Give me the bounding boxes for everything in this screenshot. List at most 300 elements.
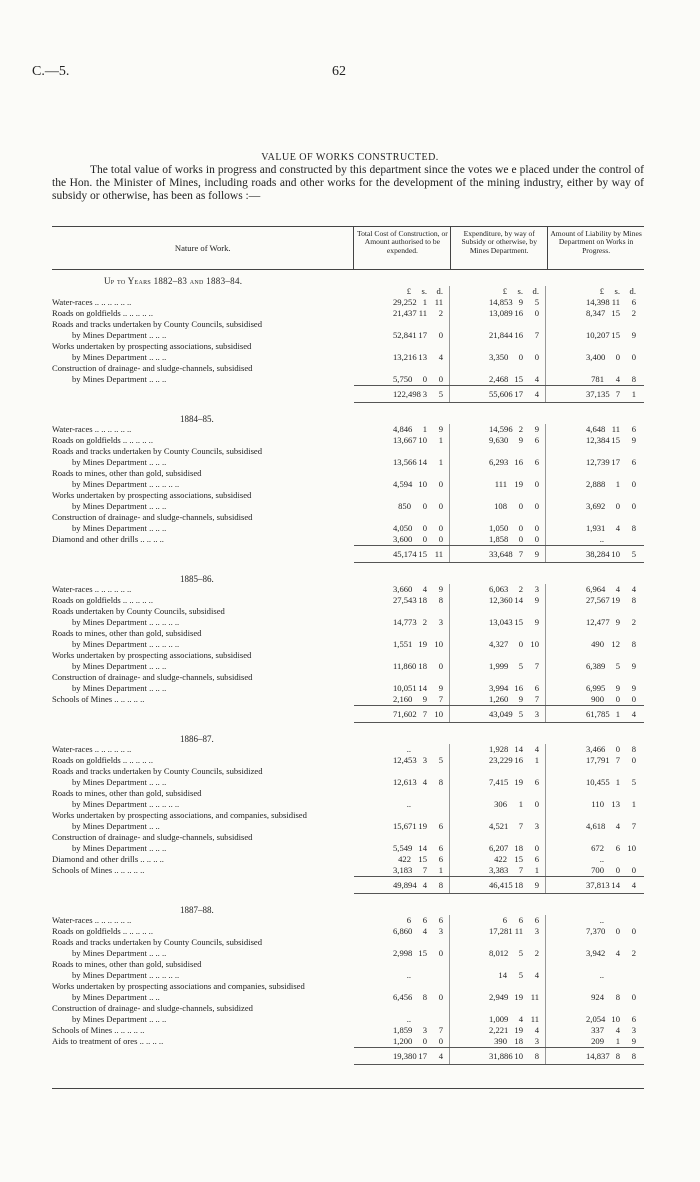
expenditure-cell <box>450 832 546 854</box>
shillings-value: 10 <box>611 1014 620 1024</box>
liability-total <box>546 1048 642 1064</box>
pounds-value: 23,229 <box>489 755 513 765</box>
pence-value: 0 <box>631 865 636 875</box>
shillings-value: 15 <box>611 435 620 445</box>
work-name-line: Roads and tracks undertaken by County Councils, subsidised <box>52 319 263 329</box>
liability-cell <box>546 694 642 705</box>
pounds-value: 4,594 <box>393 479 413 489</box>
work-name-line: Roads to mines, other than gold, subsidised <box>52 628 202 638</box>
shillings-value: 1 <box>518 799 523 809</box>
expenditure-cell <box>450 915 546 926</box>
pounds-value: 12,613 <box>393 777 417 787</box>
pounds-value: 29,252 <box>393 297 417 307</box>
work-name <box>52 650 354 672</box>
shillings-value: 9 <box>615 683 620 693</box>
shillings-value: 17 <box>418 330 427 340</box>
pounds-value: 45,174 <box>393 549 417 559</box>
work-name-line: by Mines Department .. .. .. .. .. <box>72 479 180 489</box>
total-cost-cell <box>354 319 450 341</box>
shillings-value: 5 <box>518 948 523 958</box>
expenditure-total <box>450 706 546 722</box>
work-name <box>52 341 354 363</box>
liability-cell <box>546 446 642 468</box>
pounds-value: 6,207 <box>489 843 509 853</box>
shillings-value: 1 <box>422 424 427 434</box>
pence-value: 8 <box>438 595 443 605</box>
pence-value: 0 <box>438 374 443 384</box>
work-name <box>52 766 354 788</box>
pence-value: 7 <box>438 1025 443 1035</box>
shillings-value: 19 <box>418 639 427 649</box>
expenditure-cell <box>450 755 546 766</box>
liability-cell <box>546 584 642 595</box>
shillings-value: 4 <box>615 584 620 594</box>
pence-value <box>620 915 636 926</box>
shillings-value: 5 <box>518 970 523 980</box>
pence-value: 0 <box>438 479 443 489</box>
pence-value: 6 <box>631 457 636 467</box>
work-name-line: Roads and tracks undertaken by County Councils, subsidised <box>52 446 263 456</box>
pence-value: 11 <box>530 992 539 1002</box>
page-number: 62 <box>332 64 346 79</box>
work-name-line: Roads to mines, other than gold, subsidised <box>52 468 202 478</box>
liability-cell <box>546 490 642 512</box>
pounds-value: .. <box>406 744 411 754</box>
expenditure-cell <box>450 308 546 319</box>
shillings-value: 1 <box>422 297 427 307</box>
pounds-value: 14,853 <box>489 297 513 307</box>
work-name-line: Roads and tracks undertaken by County Councils, subsidised <box>52 937 263 947</box>
pounds-value: 6,964 <box>586 584 606 594</box>
liability-cell <box>546 1003 642 1025</box>
work-name <box>52 1003 354 1025</box>
total-cost-cell <box>354 854 450 865</box>
total-cost-cell <box>354 534 450 545</box>
shillings-value: s. <box>614 286 620 296</box>
pounds-value: 13,566 <box>393 457 417 467</box>
total-cost-cell <box>354 1025 450 1036</box>
currency-units <box>546 286 642 297</box>
pence-value: 10 <box>627 843 636 853</box>
liability-cell <box>546 650 642 672</box>
pence-value: 11 <box>434 297 443 307</box>
pounds-value: 306 <box>494 799 507 809</box>
total-cost-cell <box>354 788 450 810</box>
expenditure-cell <box>450 490 546 512</box>
work-name-line: by Mines Department .. .. .. <box>72 330 167 340</box>
liability-cell <box>546 926 642 937</box>
shillings-value: 19 <box>514 479 523 489</box>
pounds-value: .. <box>406 970 411 980</box>
pounds-value: 12,453 <box>393 755 417 765</box>
section-heading: Up to Years 1882–83 and 1883–84. <box>104 276 243 286</box>
work-name-line: by Mines Department .. .. .. .. .. <box>72 617 180 627</box>
work-name-line: Construction of drainage- and sludge-channels, subsidized <box>52 1003 253 1013</box>
work-name: Aids to treatment of ores .. .. .. .. <box>52 1036 164 1046</box>
expenditure-cell <box>450 650 546 672</box>
pounds-value: 6 <box>502 915 507 925</box>
table-row <box>52 606 644 628</box>
liability-cell <box>546 810 642 832</box>
table-row <box>52 865 644 876</box>
pounds-value: .. <box>406 1014 411 1024</box>
pence-value: 4 <box>534 389 539 399</box>
pence-value: 8 <box>534 1051 539 1061</box>
pounds-value: 38,284 <box>586 549 610 559</box>
work-name <box>52 490 354 512</box>
pounds-value: 33,648 <box>489 549 513 559</box>
pounds-value: 14,398 <box>586 297 610 307</box>
pounds-value: 4,618 <box>586 821 606 831</box>
pounds-value: 17,791 <box>586 755 610 765</box>
pence-value: 6 <box>438 821 443 831</box>
pounds-value: 14,837 <box>586 1051 610 1061</box>
pence-value: 6 <box>438 843 443 853</box>
pence-value: 0 <box>438 661 443 671</box>
pence-value <box>620 534 636 545</box>
pence-value: 8 <box>631 595 636 605</box>
pence-value: 0 <box>534 501 539 511</box>
pounds-value: 209 <box>591 1036 604 1046</box>
pence-value: 9 <box>631 683 636 693</box>
pence-value: 9 <box>631 330 636 340</box>
expenditure-cell <box>450 1003 546 1025</box>
work-name: Roads on goldfields .. .. .. .. .. <box>52 595 153 605</box>
expenditure-cell <box>450 1036 546 1047</box>
total-cost-cell <box>354 694 450 705</box>
pounds-value: 2,054 <box>586 1014 606 1024</box>
work-name <box>52 810 354 832</box>
shillings-value: 0 <box>422 374 427 384</box>
expenditure-cell <box>450 297 546 308</box>
total-cost-cell <box>354 628 450 650</box>
shillings-value: 9 <box>518 435 523 445</box>
pounds-value: 900 <box>591 694 604 704</box>
pounds-value: 3,350 <box>489 352 509 362</box>
pounds-value: 108 <box>494 501 507 511</box>
total-cost-cell <box>354 766 450 788</box>
shillings-value: 8 <box>615 992 620 1002</box>
shillings-value: 15 <box>514 374 523 384</box>
pence-value: 5 <box>438 755 443 765</box>
pence-value: 0 <box>631 501 636 511</box>
shillings-value: 15 <box>418 948 427 958</box>
work-name-line: by Mines Department .. .. .. <box>72 683 167 693</box>
table-row <box>52 810 644 832</box>
shillings-value: 1 <box>615 709 620 719</box>
pounds-value: 13,043 <box>489 617 513 627</box>
liability-cell <box>546 1025 642 1036</box>
total-cost-cell <box>354 446 450 468</box>
total-cost-cell <box>354 926 450 937</box>
pounds-value: 3,692 <box>586 501 606 511</box>
liability-cell <box>546 512 642 534</box>
work-name-line: Works undertaken by prospecting associations, and companies, subsidised <box>52 810 307 820</box>
pence-value: 4 <box>534 744 539 754</box>
pence-value: 5 <box>631 549 636 559</box>
pence-value: 0 <box>534 308 539 318</box>
shillings-value: 0 <box>518 639 523 649</box>
shillings-value: 7 <box>518 549 523 559</box>
pence-value: 1 <box>631 389 636 399</box>
expenditure-cell <box>450 1025 546 1036</box>
expenditure-cell <box>450 981 546 1003</box>
shillings-value: 9 <box>518 694 523 704</box>
pence-value <box>427 744 443 755</box>
table-row <box>52 534 644 545</box>
total-cost-cell <box>354 424 450 435</box>
expenditure-total <box>450 1048 546 1064</box>
shillings-value: 8 <box>615 1051 620 1061</box>
shillings-value: 15 <box>611 330 620 340</box>
pounds-value: 27,567 <box>586 595 610 605</box>
total-cost-total <box>354 386 450 402</box>
pence-value: 0 <box>534 479 539 489</box>
pence-value: d. <box>629 286 636 296</box>
pence-value: 1 <box>631 799 636 809</box>
expenditure-cell <box>450 606 546 628</box>
pounds-value: 672 <box>591 843 604 853</box>
shillings-value: 7 <box>615 389 620 399</box>
pounds-value: 13,667 <box>393 435 417 445</box>
shillings-value: 0 <box>422 501 427 511</box>
pounds-value: 700 <box>591 865 604 875</box>
expenditure-cell <box>450 788 546 810</box>
pence-value: d. <box>436 286 443 296</box>
total-cost-cell <box>354 672 450 694</box>
shillings-value: 5 <box>615 661 620 671</box>
pence-value: 6 <box>438 854 443 864</box>
shillings-value: 14 <box>418 457 427 467</box>
pounds-value: 6,456 <box>393 992 413 1002</box>
work-name <box>52 937 354 959</box>
pence-value: 1 <box>438 457 443 467</box>
pence-value: 5 <box>631 777 636 787</box>
pence-value: 9 <box>534 549 539 559</box>
shillings-value: 7 <box>422 865 427 875</box>
table-row <box>52 584 644 595</box>
shillings-value: 16 <box>514 755 523 765</box>
table-row <box>52 308 644 319</box>
shillings-value: 15 <box>418 854 427 864</box>
work-name-line: by Mines Department .. .. .. <box>72 501 167 511</box>
shillings-value: 19 <box>418 821 427 831</box>
column-header-liability: Amount of Liability by Mines Department on Works in Progress. <box>550 229 642 255</box>
liability-cell <box>546 832 642 854</box>
pence-value: 3 <box>631 1025 636 1035</box>
expenditure-cell <box>450 766 546 788</box>
section-total-row <box>354 705 644 722</box>
shillings-value: 18 <box>418 661 427 671</box>
shillings-value: s. <box>421 286 427 296</box>
table-row <box>52 446 644 468</box>
total-cost-cell <box>354 865 450 876</box>
pence-value: 8 <box>631 639 636 649</box>
pence-value: 11 <box>434 549 443 559</box>
total-cost-cell <box>354 584 450 595</box>
shillings-value <box>604 534 620 545</box>
pence-value: 4 <box>631 709 636 719</box>
liability-cell <box>546 468 642 490</box>
shillings-value: 1 <box>615 777 620 787</box>
expenditure-cell <box>450 512 546 534</box>
total-cost-cell <box>354 512 450 534</box>
pounds-value: 4,846 <box>393 424 413 434</box>
pence-value: 0 <box>534 352 539 362</box>
expenditure-cell <box>450 424 546 435</box>
pence-value: 2 <box>534 948 539 958</box>
pence-value: 3 <box>534 821 539 831</box>
section-separator <box>354 1064 644 1070</box>
work-name <box>52 981 354 1003</box>
pounds-value: 14,596 <box>489 424 513 434</box>
shillings-value: 4 <box>615 1025 620 1035</box>
total-cost-cell <box>354 363 450 385</box>
table-row <box>52 1003 644 1025</box>
shillings-value: 0 <box>615 865 620 875</box>
pounds-value: 2,888 <box>586 479 606 489</box>
pounds-value: 71,602 <box>393 709 417 719</box>
shillings-value: 10 <box>418 435 427 445</box>
shillings-value: 0 <box>615 926 620 936</box>
pounds-value: 924 <box>591 992 604 1002</box>
pence-value: 2 <box>631 308 636 318</box>
table-row <box>52 628 644 650</box>
total-cost-cell <box>354 981 450 1003</box>
expenditure-total <box>450 386 546 402</box>
pounds-value: 27,543 <box>393 595 417 605</box>
liability-cell <box>546 363 642 385</box>
work-name: Roads on goldfields .. .. .. .. .. <box>52 755 153 765</box>
expenditure-cell <box>450 446 546 468</box>
pence-value: 2 <box>631 617 636 627</box>
pence-value: 0 <box>534 799 539 809</box>
work-name-line: by Mines Department .. .. .. <box>72 843 167 853</box>
pounds-value: 3,660 <box>393 584 413 594</box>
pence-value: 9 <box>534 595 539 605</box>
shillings-value: 4 <box>422 926 427 936</box>
pence-value: 6 <box>534 683 539 693</box>
pounds-value: £ <box>406 286 411 296</box>
pounds-value: 61,785 <box>586 709 610 719</box>
liability-cell <box>546 308 642 319</box>
shillings-value <box>411 744 427 755</box>
shillings-value: 2 <box>422 617 427 627</box>
total-cost-cell <box>354 606 450 628</box>
pence-value: 3 <box>438 926 443 936</box>
work-name <box>52 832 354 854</box>
shillings-value: 5 <box>518 709 523 719</box>
shillings-value <box>604 854 620 865</box>
pounds-value: 4,327 <box>489 639 509 649</box>
liability-cell <box>546 755 642 766</box>
pounds-value: 6,293 <box>489 457 509 467</box>
work-name <box>52 672 354 694</box>
liability-total <box>546 546 642 562</box>
pence-value: 6 <box>534 915 539 925</box>
pence-value: 4 <box>534 1025 539 1035</box>
shillings-value: 7 <box>518 865 523 875</box>
shillings-value: 18 <box>514 880 523 890</box>
expenditure-cell <box>450 435 546 446</box>
work-name-line: by Mines Department .. .. .. <box>72 523 167 533</box>
liability-cell <box>546 424 642 435</box>
liability-cell <box>546 628 642 650</box>
expenditure-total <box>450 877 546 893</box>
shillings-value: 1 <box>615 479 620 489</box>
pounds-value: 21,437 <box>393 308 417 318</box>
pence-value: 0 <box>438 534 443 544</box>
pence-value: 0 <box>631 352 636 362</box>
shillings-value: 0 <box>615 694 620 704</box>
pounds-value: 8,347 <box>586 308 606 318</box>
shillings-value: 7 <box>518 821 523 831</box>
pounds-value: 11,860 <box>393 661 417 671</box>
pence-value: 1 <box>438 435 443 445</box>
work-name: Water-races .. .. .. .. .. .. <box>52 424 132 434</box>
pounds-value: 337 <box>591 1025 604 1035</box>
shillings-value: 12 <box>611 639 620 649</box>
pounds-value: 3,994 <box>489 683 509 693</box>
intro-paragraph <box>52 164 644 203</box>
liability-cell <box>546 937 642 959</box>
table-row <box>52 650 644 672</box>
liability-cell <box>546 981 642 1003</box>
pounds-value: 5,549 <box>393 843 413 853</box>
pence-value: 9 <box>534 880 539 890</box>
liability-cell <box>546 854 642 865</box>
pounds-value: 1,931 <box>586 523 606 533</box>
work-name <box>52 788 354 810</box>
pence-value: 0 <box>438 992 443 1002</box>
pounds-value: 1,260 <box>489 694 509 704</box>
pence-value: 2 <box>631 948 636 958</box>
table-row <box>52 512 644 534</box>
liability-cell <box>546 744 642 755</box>
pounds-value: 1,050 <box>489 523 509 533</box>
expenditure-cell <box>450 319 546 341</box>
pence-value: 4 <box>438 352 443 362</box>
work-name: Diamond and other drills .. .. .. .. <box>52 854 164 864</box>
shillings-value: 0 <box>518 534 523 544</box>
shillings-value: 0 <box>615 501 620 511</box>
pounds-value: .. <box>599 854 604 864</box>
shillings-value: 0 <box>422 1036 427 1046</box>
shillings-value: 4 <box>615 374 620 384</box>
section-heading: 1887–88. <box>180 905 214 915</box>
shillings-value: 2 <box>518 584 523 594</box>
total-cost-cell <box>354 744 450 755</box>
shillings-value: 11 <box>418 308 427 318</box>
column-header-expenditure: Expenditure, by way of Subsidy or otherwise, by Mines Department. <box>451 227 548 269</box>
expenditure-cell <box>450 584 546 595</box>
pounds-value: 2,468 <box>489 374 509 384</box>
shillings-value: 1 <box>615 1036 620 1046</box>
pence-value: 9 <box>438 584 443 594</box>
pounds-value: .. <box>599 534 604 544</box>
total-cost-cell <box>354 435 450 446</box>
liability-cell <box>546 534 642 545</box>
work-name: Water-races .. .. .. .. .. .. <box>52 744 132 754</box>
pounds-value: 4,050 <box>393 523 413 533</box>
pence-value: 1 <box>438 865 443 875</box>
pence-value: d. <box>532 286 539 296</box>
shillings-value: 11 <box>611 424 620 434</box>
table-row <box>52 915 644 926</box>
pounds-value: 2,998 <box>393 948 413 958</box>
pence-value: 6 <box>534 854 539 864</box>
shillings-value: 15 <box>611 308 620 318</box>
